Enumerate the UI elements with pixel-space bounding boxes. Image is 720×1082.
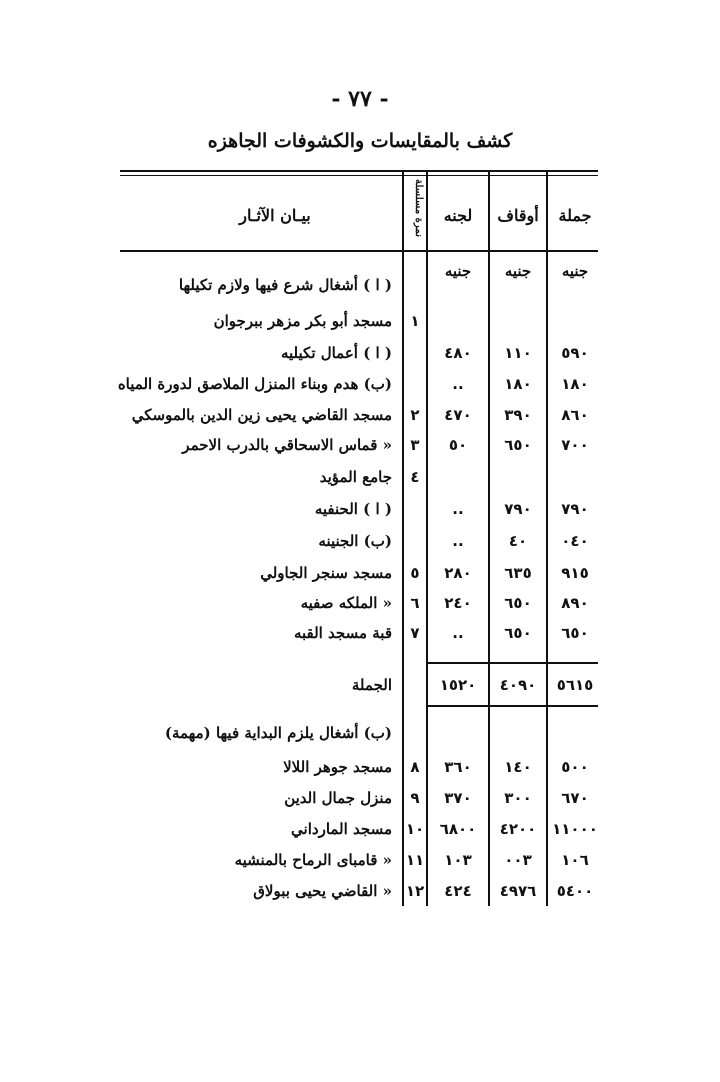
- row-seq: ١٢: [405, 882, 425, 900]
- row-description: مسجد سنجر الجاولي: [260, 564, 392, 582]
- row-total: ٥٩٠: [561, 344, 589, 362]
- row-seq: ٨: [410, 758, 420, 776]
- row-lajna: ..: [452, 375, 464, 393]
- row-lajna: ٤٨٠: [444, 344, 472, 362]
- row-total: ٧٠٠: [561, 436, 589, 454]
- row-seq: ٢: [410, 406, 420, 424]
- row-awqaf: ١١٠: [504, 344, 532, 362]
- table-row: [0, 851, 720, 881]
- table-row: [0, 758, 720, 788]
- row-total: ٠٤٠: [561, 532, 589, 550]
- row-lajna: ..: [452, 500, 464, 518]
- table-row: [0, 344, 720, 374]
- row-seq: ٧: [410, 624, 420, 642]
- row-total: ٨٦٠: [561, 406, 589, 424]
- table-row: [0, 436, 720, 466]
- row-total: ٨٩٠: [561, 594, 589, 612]
- row-lajna: ٢٨٠: [444, 564, 472, 582]
- row-awqaf: ٤٩٧٦: [499, 882, 537, 900]
- header-lajna: لجنه: [443, 206, 473, 225]
- row-description: مسجد جوهر اللالا: [283, 758, 392, 776]
- row-awqaf: ٧٩٠: [504, 500, 532, 518]
- row-lajna: ٣٧٠: [444, 789, 472, 807]
- row-description: مسجد القاضي يحيى زين الدين بالموسكي: [131, 406, 392, 424]
- row-total: ٦٥٠: [561, 624, 589, 642]
- row-awqaf: ٤٠: [508, 532, 528, 550]
- row-awqaf: ٦٣٥: [504, 564, 532, 582]
- row-seq: ٤: [410, 468, 420, 486]
- row-description: « قماس الاسحاقي بالدرب الاحمر: [182, 436, 392, 454]
- row-description: منزل جمال الدين: [284, 789, 392, 807]
- unit-lajna: جنيه: [444, 262, 472, 280]
- table-top-rule: [120, 170, 598, 172]
- row-seq: ١: [410, 312, 420, 330]
- row-awqaf: ٤٢٠٠: [499, 820, 537, 838]
- table-row: [0, 564, 720, 594]
- row-description: (ب) الجنينه: [318, 532, 392, 550]
- header-description: بيـان الآثـار: [239, 206, 311, 225]
- row-description: « القاضي يحيى ببولاق: [253, 882, 392, 900]
- row-lajna: ١٥٢٠: [439, 676, 477, 694]
- row-lajna: ٢٤٠: [444, 594, 472, 612]
- table-row: [0, 375, 720, 405]
- table-row: [0, 624, 720, 654]
- row-description: (ب) أشغال يلزم البداية فيها (مهمة): [164, 724, 392, 742]
- page-title: كشف بالمقايسات والكشوفات الجاهزه: [207, 130, 513, 152]
- row-lajna: ٥٠: [448, 436, 468, 454]
- row-lajna: ٣٦٠: [444, 758, 472, 776]
- row-description: مسجد أبو بكر مزهر ببرجوان: [213, 312, 392, 330]
- row-total: ٥٠٠: [561, 758, 589, 776]
- row-awqaf: ٠٠٣: [504, 851, 532, 869]
- subtotal-row: [0, 676, 720, 706]
- table-row: [0, 276, 720, 306]
- row-total: ٥٤٠٠: [556, 882, 594, 900]
- table-row: [0, 594, 720, 624]
- table-top-rule-inner: [120, 175, 598, 176]
- unit-awqaf: جنيه: [504, 262, 532, 280]
- row-lajna: ٤٢٤: [444, 882, 472, 900]
- row-awqaf: ١٨٠: [504, 375, 532, 393]
- table-row: [0, 468, 720, 498]
- row-total: ٧٩٠: [561, 500, 589, 518]
- table-row: [0, 532, 720, 562]
- row-seq: ٦: [410, 594, 420, 612]
- row-seq: ٣: [410, 436, 420, 454]
- row-awqaf: ٦٥٠: [504, 624, 532, 642]
- table-row: [0, 724, 720, 754]
- row-awqaf: ٦٥٠: [504, 594, 532, 612]
- table-row: [0, 820, 720, 850]
- row-seq: ٩: [410, 789, 420, 807]
- row-description: (ب) هدم وبناء المنزل الملاصق لدورة المياه: [117, 375, 392, 393]
- row-description: ( ا ) أشغال شرع فيها ولازم تكيلها: [178, 276, 392, 294]
- row-total: ٦٧٠: [561, 789, 589, 807]
- row-lajna: ..: [452, 532, 464, 550]
- row-seq: ١١: [405, 851, 425, 869]
- header-total: جملة: [558, 206, 592, 225]
- row-lajna: ٦٨٠٠: [439, 820, 477, 838]
- header-bottom-rule: [120, 250, 598, 252]
- row-awqaf: ٤٠٩٠: [499, 676, 537, 694]
- table-row: [0, 500, 720, 530]
- table-row: [0, 882, 720, 912]
- table-row: [0, 789, 720, 819]
- row-description: قبة مسجد القبه: [293, 624, 392, 642]
- row-seq: ١٠: [405, 820, 425, 838]
- header-awqaf: أوقاف: [497, 206, 539, 225]
- row-awqaf: ٦٥٠: [504, 436, 532, 454]
- row-total: ٩١٥: [561, 564, 589, 582]
- row-description: ( ا ) الحنفيه: [314, 500, 392, 518]
- page-number: - ٧٧ -: [331, 86, 389, 112]
- table-row: [0, 312, 720, 342]
- row-total: ١٨٠: [561, 375, 589, 393]
- row-awqaf: ٣٩٠: [504, 406, 532, 424]
- unit-total: جنيه: [561, 262, 589, 280]
- row-lajna: ١٠٣: [444, 851, 472, 869]
- row-total: ١١٠٠٠: [552, 820, 598, 838]
- row-description: مسجد المارداني: [291, 820, 392, 838]
- header-seq: نمرة مسلسلة: [413, 179, 424, 237]
- row-description: « الملكه صفيه: [300, 594, 392, 612]
- row-description: « قامباى الرماح بالمنشيه: [234, 851, 392, 869]
- table-row: [0, 406, 720, 436]
- row-total: ١٠٦: [561, 851, 589, 869]
- row-description: ( ا ) أعمال تكيليه: [280, 344, 392, 362]
- row-description: جامع المؤيد: [319, 468, 392, 486]
- row-awqaf: ٣٠٠: [504, 789, 532, 807]
- row-description: الجملة: [351, 676, 392, 694]
- row-lajna: ..: [452, 624, 464, 642]
- row-awqaf: ١٤٠: [504, 758, 532, 776]
- subtotal-top-rule: [428, 662, 598, 664]
- row-lajna: ٤٧٠: [444, 406, 472, 424]
- row-seq: ٥: [410, 564, 420, 582]
- row-total: ٥٦١٥: [556, 676, 594, 694]
